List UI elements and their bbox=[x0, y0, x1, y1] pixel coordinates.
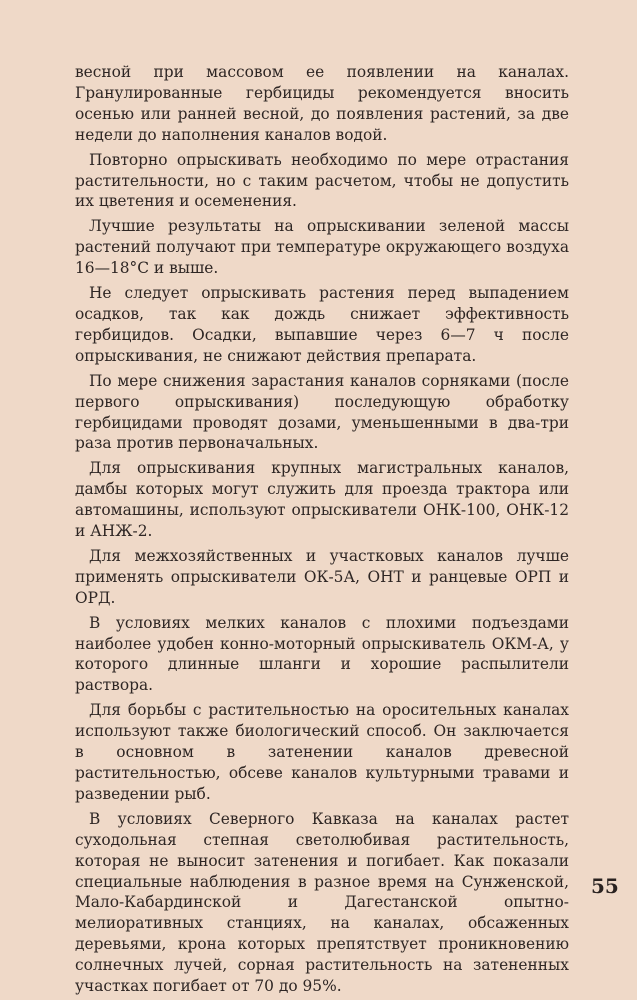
paragraph: Для борьбы с растительностью на оросительных каналах используют также биологический способ. Он заключается в основном в затенении каналов древесной растительностью, обсеве каналов культурными травами и разведении рыб. bbox=[75, 701, 569, 803]
page-number: 55 bbox=[591, 874, 619, 898]
paragraph: Не следует опрыскивать растения перед выпадением осадков, так как дождь снижает эффективность гербицидов. Осадки, выпавшие через 6—7 ч после опрыскивания, не снижают действия препарата. bbox=[75, 284, 569, 365]
paragraph: В условиях мелких каналов с плохими подъездами наиболее удобен конно-моторный опрыскиватель ОКМ-А, у которого длинные шланги и хорошие распылители раствора. bbox=[75, 613, 569, 695]
paragraph: В условиях Северного Кавказа на каналах растет суходольная степная светолюбивая растительность, которая не выносит затенения и погибает. Как показали специальные наблюдения в разное время на Сунженской, Мало-Кабардинской и Дагестанской опытно-мелиоративных станциях, на каналах, обсаженных деревьями, крона которых препятствует проникновению солнечных лучей, сорная растительность на затененных участках погибает от 70 до 95%. bbox=[75, 809, 569, 996]
paragraph: весной при массовом ее появлении на каналах. Гранулированные гербициды рекомендуется вносить осенью или ранней весной, до появления растений, за две недели до наполнения каналов водой. bbox=[75, 63, 569, 144]
paragraph: Лучшие результаты на опрыскивании зеленой массы растений получают при температуре окружающего воздуха 16—18°С и выше. bbox=[75, 217, 569, 278]
paragraph: По мере снижения зарастания каналов сорняками (после первого опрыскивания) последующую обработку гербицидами проводят дозами, уменьшенными в два-три раза против первоначальных. bbox=[75, 371, 569, 453]
paragraph: Повторно опрыскивать необходимо по мере отрастания растительности, но с таким расчетом, чтобы не допустить их цветения и осеменения. bbox=[75, 150, 569, 211]
paragraph: Для межхозяйственных и участковых каналов лучше применять опрыскиватели ОК-5А, ОНТ и ранцевые ОРП и ОРД. bbox=[75, 546, 569, 607]
paragraph: Для опрыскивания крупных магистральных каналов, дамбы которых могут служить для проезда трактора или автомашины, используют опрыскиватели ОНК-100, ОНК-12 и АНЖ-2. bbox=[75, 459, 569, 541]
body-text bbox=[75, 62, 569, 997]
